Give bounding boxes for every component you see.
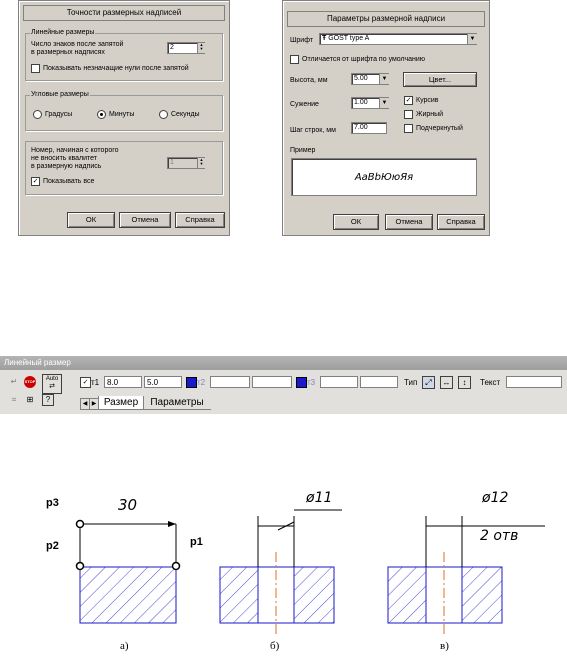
t2-color-icon[interactable] [186,377,197,388]
digits-field[interactable]: 2 [167,42,205,54]
degrees-label: Градусы [45,111,73,118]
show-all-label: Показывать все [43,178,95,185]
degrees-radio[interactable] [33,110,42,119]
figure-b [220,510,342,636]
t2-x-field[interactable] [210,376,250,388]
stop-badge: STOP [24,376,36,388]
type-label: Тип [404,378,418,387]
point-p3 [77,521,84,528]
tab-size[interactable]: Размер [98,396,144,410]
horizontal-dimension-icon[interactable]: ↔ [440,376,453,389]
t2-y-field[interactable] [252,376,292,388]
t3-label: т3 [307,378,316,387]
text-label: Текст [480,378,501,387]
quality-field[interactable]: 1 [167,157,205,169]
help-button[interactable]: Справка [437,214,485,230]
point-p1 [173,563,180,570]
bold-label: Жирный [416,111,444,118]
linear-group-label: Линейные размеры [31,29,95,36]
underline-label: Подчеркнутый [416,125,463,132]
font-value: GOST type A [328,35,370,42]
height-label: Высота, мм [290,77,328,84]
dimension-drawings [0,460,567,640]
font-label: Шрифт [290,37,314,44]
label-p1: p1 [190,536,203,548]
cancel-button[interactable]: Отмена [119,212,171,228]
t1-label: т1 [91,378,100,387]
part-a [80,567,176,623]
narrow-select[interactable]: 1.00 [351,97,389,109]
tab-next-icon[interactable]: ▶ [89,398,99,410]
tab-prev-icon[interactable]: ◀ [80,398,90,410]
figure-a [77,521,180,624]
panel-title-text: Линейный размер [4,358,71,367]
t3-y-field[interactable] [360,376,398,388]
narrow-label: Сужение [290,101,319,108]
figure-c [388,516,545,636]
quality-label-3: в размерную надпись [31,163,102,170]
label-p2: p2 [46,540,59,552]
precision-dialog [18,0,230,236]
t3-color-icon[interactable] [296,377,307,388]
dialog-title: Точности размерных надписей [23,5,225,21]
quality-label-1: Номер, начиная с которого [31,147,119,154]
quality-label-2: не вносить квалитет [31,155,97,162]
font-select[interactable] [319,33,477,45]
ok-button[interactable]: ОК [333,214,379,230]
sample-box [291,158,477,196]
height-select[interactable]: 5.00 [351,73,389,85]
t1-x-field[interactable]: 8.0 [104,376,142,388]
chevron-down-icon[interactable]: ▼ [379,98,389,108]
properties-icon[interactable]: ⌗ [11,395,17,404]
sample-label: Пример [290,147,316,154]
underline-checkbox[interactable] [404,124,413,133]
seconds-radio[interactable] [159,110,168,119]
minutes-radio[interactable] [97,110,106,119]
differs-checkbox[interactable] [290,55,299,64]
ok-button[interactable]: ОК [67,212,115,228]
t3-x-field[interactable] [320,376,358,388]
quality-stepper[interactable]: ▲ ▼ [197,158,205,168]
vertical-dimension-icon[interactable]: ↕ [458,376,471,389]
color-button[interactable]: Цвет... [403,72,477,87]
t1-checkbox[interactable]: ✓ [80,377,91,388]
grid-icon[interactable]: ⊞ [26,395,34,404]
caption-c: в) [440,640,449,652]
italic-label: Курсив [416,97,439,104]
angular-group-label: Угловые размеры [31,91,89,98]
part-c-right [462,567,502,623]
show-zeros-checkbox[interactable] [31,64,40,73]
show-all-checkbox[interactable]: ✓ [32,178,39,185]
part-b-left [220,567,258,623]
cancel-button[interactable]: Отмена [385,214,433,230]
digits-stepper[interactable]: ▲ ▼ [197,43,205,53]
bold-checkbox[interactable] [404,110,413,119]
aligned-dimension-icon[interactable]: ⤢ [422,376,435,389]
help-button[interactable]: Справка [175,212,225,228]
text-params-dialog [282,0,490,236]
point-p2 [77,563,84,570]
enter-icon[interactable]: ↵ [10,377,18,386]
auto-button[interactable] [42,374,62,394]
arrows-icon: ⇄ [49,383,55,390]
minutes-label: Минуты [109,111,135,118]
dimension-text-b: ø11 [306,490,333,506]
digits-label: Число знаков после запятой [31,41,124,48]
show-zeros-label: Показывать незначащие нули после запятой [43,65,189,72]
text-field[interactable] [506,376,562,388]
caption-b: б) [270,640,280,652]
differs-label: Отличается от шрифта по умолчанию [302,56,426,63]
sample-text: АаВbЮюЯя [354,172,414,183]
dialog-title: Параметры размерной надписи [287,11,485,27]
digits-label-2: в размерных надписях [31,49,105,56]
dimension-text-c2: 2 отв [480,528,519,544]
part-b-right [294,567,334,623]
italic-checkbox[interactable]: ✓ [405,97,412,104]
caption-a: а) [120,640,129,652]
line-step-label: Шаг строк, мм [290,127,336,134]
panel-title [0,356,567,370]
help-icon[interactable]: ? [42,394,54,406]
auto-label: Auto [45,376,59,382]
dimension-text-a: 30 [118,496,138,514]
part-c-left [388,567,426,623]
seconds-label: Секунды [171,111,200,118]
chevron-down-icon[interactable]: ▼ [467,34,477,44]
label-p3: p3 [46,497,59,509]
line-step-field[interactable]: 7.00 [351,122,387,134]
dimension-text-c: ø12 [482,490,509,506]
truetype-icon: Ŧ [322,35,327,42]
tab-params[interactable]: Параметры [143,396,211,410]
chevron-down-icon[interactable]: ▼ [379,74,389,84]
stop-icon[interactable] [24,376,36,388]
t2-label: т2 [197,378,206,387]
t1-y-field[interactable]: 5.0 [144,376,182,388]
